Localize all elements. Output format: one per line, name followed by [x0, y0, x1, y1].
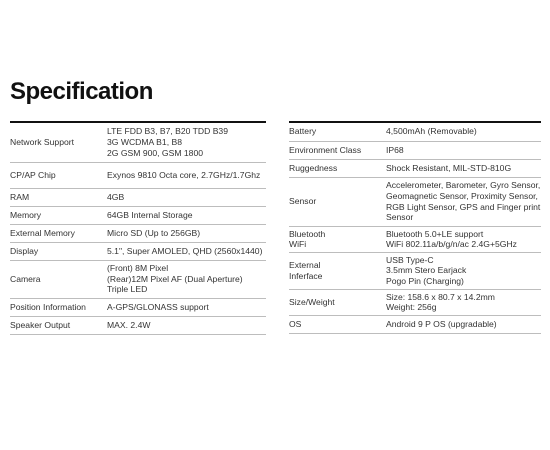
spec-value-line: RGB Light Sensor, GPS and Finger print	[386, 201, 541, 212]
spec-label	[289, 315, 386, 333]
spec-label-line: Display	[10, 245, 39, 256]
spec-row	[289, 123, 541, 141]
page-title: Specification	[10, 78, 153, 105]
spec-label-line: Bluetooth	[289, 228, 326, 239]
spec-value	[386, 123, 541, 141]
spec-value-line: Sensor	[386, 212, 414, 223]
spec-table-left	[10, 121, 266, 335]
spec-value-line: LTE FDD B3, B7, B20 TDD B39	[107, 126, 228, 137]
spec-table-left-body	[10, 123, 266, 334]
spec-value-line: Triple LED	[107, 284, 148, 295]
spec-row	[10, 242, 266, 260]
spec-label	[289, 289, 386, 315]
spec-row	[289, 226, 541, 252]
spec-row	[10, 224, 266, 242]
spec-label-line: Sensor	[289, 196, 317, 207]
spec-value-line: WiFi 802.11a/b/g/n/ac 2.4G+5GHz	[386, 239, 517, 250]
spec-value	[386, 289, 541, 315]
spec-label	[10, 206, 107, 224]
spec-row	[289, 252, 541, 289]
spec-value	[107, 242, 266, 260]
spec-label-line: Environment Class	[289, 144, 362, 155]
spec-row	[10, 316, 266, 334]
spec-value-line: 3G WCDMA B1, B8	[107, 136, 182, 147]
spec-value-line: Android 9 P OS (upgradable)	[386, 319, 497, 330]
spec-value-line: 3.5mm Stero Earjack	[386, 265, 467, 276]
spec-label	[10, 123, 107, 162]
spec-label-line: Camera	[10, 273, 41, 284]
spec-label	[10, 298, 107, 316]
spec-value-line: Exynos 9810 Octa core, 2.7GHz/1.7Ghz	[107, 169, 261, 180]
spec-value	[386, 315, 541, 333]
spec-value-line: Shock Resistant, MIL-STD-810G	[386, 162, 512, 173]
spec-label-line: Position Information	[10, 301, 86, 312]
spec-label	[10, 162, 107, 188]
spec-value-line: Micro SD (Up to 256GB)	[107, 227, 201, 238]
spec-value-line: Size: 158.6 x 80.7 x 14.2mm	[386, 291, 495, 302]
spec-row	[10, 123, 266, 162]
spec-label	[289, 123, 386, 141]
spec-value	[107, 260, 266, 298]
spec-value-line: 5.1", Super AMOLED, QHD (2560x1440)	[107, 245, 263, 256]
spec-label	[289, 226, 386, 252]
spec-label	[10, 188, 107, 206]
spec-value-line: 4,500mAh (Removable)	[386, 126, 477, 137]
spec-label-line: RAM	[10, 191, 30, 202]
spec-label	[10, 316, 107, 334]
spec-label-line: External Memory	[10, 227, 75, 238]
spec-value	[386, 159, 541, 177]
spec-value-line: Bluetooth 5.0+LE support	[386, 228, 484, 239]
spec-row	[10, 298, 266, 316]
spec-row	[10, 260, 266, 298]
spec-table-right-body	[289, 123, 541, 333]
spec-value	[107, 316, 266, 334]
spec-value	[107, 224, 266, 242]
spec-label-line: External	[289, 260, 321, 271]
spec-label-line: Speaker Output	[10, 319, 71, 330]
spec-row	[289, 141, 541, 159]
spec-label-line: Battery	[289, 126, 317, 137]
spec-value-line: Accelerometer, Barometer, Gyro Sensor,	[386, 180, 541, 191]
spec-value-line: Weight: 256g	[386, 302, 437, 313]
spec-value	[107, 188, 266, 206]
spec-row	[289, 159, 541, 177]
spec-table-right	[289, 121, 541, 334]
spec-value	[107, 206, 266, 224]
spec-label-line: WiFi	[289, 239, 307, 250]
spec-label-line: Inferface	[289, 270, 323, 281]
spec-value-line: MAX. 2.4W	[107, 319, 151, 330]
spec-label-line: Memory	[10, 209, 42, 220]
spec-label-line: OS	[289, 319, 302, 330]
spec-value-line: Geomagnetic Sensor, Proximity Sensor,	[386, 190, 538, 201]
spec-row	[289, 315, 541, 333]
spec-label	[289, 177, 386, 226]
spec-label	[10, 224, 107, 242]
spec-row	[289, 177, 541, 226]
spec-value-line: A-GPS/GLONASS support	[107, 301, 209, 312]
spec-label	[289, 159, 386, 177]
spec-label-line: CP/AP Chip	[10, 169, 56, 180]
spec-value	[386, 177, 541, 226]
spec-label-line: Size/Weight	[289, 296, 335, 307]
spec-value-line: 2G GSM 900, GSM 1800	[107, 147, 204, 158]
spec-label	[10, 242, 107, 260]
spec-value-line: 4GB	[107, 191, 125, 202]
spec-value-line: Pogo Pin (Charging)	[386, 275, 464, 286]
spec-row	[289, 289, 541, 315]
spec-row	[10, 188, 266, 206]
spec-row	[10, 206, 266, 224]
spec-label	[289, 141, 386, 159]
spec-label	[10, 260, 107, 298]
spec-value	[386, 141, 541, 159]
spec-value	[107, 123, 266, 162]
spec-value-line: USB Type-C	[386, 254, 434, 265]
spec-row	[10, 162, 266, 188]
spec-value-line: IP68	[386, 144, 404, 155]
spec-value-line: 64GB Internal Storage	[107, 209, 193, 220]
spec-value-line: (Rear)12M Pixel AF (Dual Aperture)	[107, 273, 243, 284]
spec-label-line: Ruggedness	[289, 162, 338, 173]
spec-value	[386, 226, 541, 252]
spec-label	[289, 252, 386, 289]
spec-value	[386, 252, 541, 289]
spec-value	[107, 298, 266, 316]
spec-value-line: (Front) 8M Pixel	[107, 263, 169, 274]
spec-value	[107, 162, 266, 188]
spec-label-line: Network Support	[10, 136, 75, 147]
